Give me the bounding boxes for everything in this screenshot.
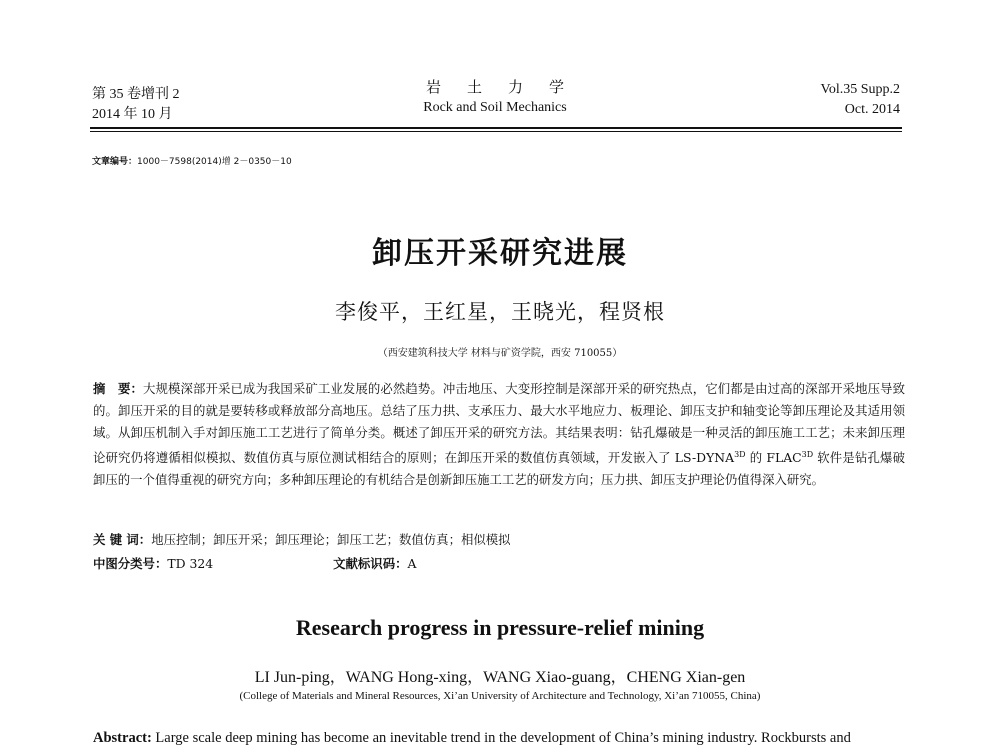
clc-value: TD 324 xyxy=(167,556,214,571)
header-rule-thin xyxy=(90,131,902,132)
article-number-value: 1000－7598(2014)增 2－0350－10 xyxy=(137,157,292,167)
abstract-cn-label: 摘 要： xyxy=(93,381,143,396)
header-volume-info xyxy=(92,85,180,125)
header-date-en: Oct. 2014 xyxy=(844,102,900,117)
classification-row xyxy=(93,554,416,574)
header-journal xyxy=(395,78,595,118)
doc-code-label: 文献标识码： xyxy=(333,556,408,571)
authors-cn: 李俊平，王红星，王晓光，程贤根 xyxy=(335,300,665,324)
abstract-en xyxy=(93,730,905,747)
header-rule-thick xyxy=(90,127,902,129)
article-number xyxy=(92,154,292,167)
abstract-cn-text-1: 大规模深部开采已成为我国采矿工业发展的必然趋势。冲击地压、大变形控制是深部开采的研究热点，它们都是由过高的深部开采地压导致的。卸压开采的目的就是要转移或释放部分高地压。总结了压力拱、支承压力、最大水平地应力、板理论、卸压支护和轴变论等卸压理论及其适用领域。从卸压机制入手对卸压施工工艺进行了简单分类。概述了卸压开采的研究方法。其结果表明：钻孔爆破是一种灵活的卸压施工工艺；未来卸压理论研究仍将遵循相似模拟、数值仿真与原位测试相结合的原则；在卸压开采的数值仿真领域，开发嵌入了 LS-DYNA xyxy=(93,381,906,466)
abstract-cn xyxy=(93,378,905,491)
header-volume: 第 35 卷增刊 2 xyxy=(92,87,180,102)
authors-en: LI Jun-ping，WANG Hong-xing，WANG Xiao-guang，CHENG Xian-gen xyxy=(254,669,746,686)
header-date: 2014 年 10 月 xyxy=(92,107,173,122)
journal-name-en: Rock and Soil Mechanics xyxy=(423,100,567,115)
affiliation-en: (College of Materials and Mineral Resources, Xi’an University of Architecture and Technology, Xi’an 710055, China) xyxy=(239,690,761,702)
clc-label: 中图分类号： xyxy=(93,556,168,571)
keywords-cn xyxy=(93,530,905,550)
article-number-label: 文章编号： xyxy=(92,157,138,167)
title-en: Research progress in pressure-relief mining xyxy=(295,615,705,640)
abstract-cn-text-2: 的 FLAC xyxy=(745,450,802,466)
abstract-en-label: Abstract: xyxy=(93,730,152,746)
abstract-cn-sup-2: 3D xyxy=(801,450,814,459)
header-volume-info-en xyxy=(821,80,900,120)
header-volume-en: Vol.35 Supp.2 xyxy=(820,82,900,97)
abstract-cn-sup-1: 3D xyxy=(734,450,746,459)
affiliation-cn: （西安建筑科技大学 材料与矿资学院，西安 710055） xyxy=(377,348,623,359)
keywords-cn-text: 地压控制；卸压开采；卸压理论；卸压工艺；数值仿真；相似模拟 xyxy=(151,532,511,547)
abstract-en-text: Large scale deep mining has become an inevitable trend in the development of China’s mining industry. Rockbursts and xyxy=(151,730,851,746)
doc-code-value: A xyxy=(407,556,417,571)
journal-name-cn: 岩土力学 xyxy=(425,80,590,96)
abstract-cn-text-3: 软件是钻孔爆破卸压的一个值得重视的研究方向；多种卸压理论的有机结合是创新卸压施工工艺的研发方向；压力拱、卸压支护理论仍值得深入研究。 xyxy=(93,450,905,488)
keywords-cn-label: 关 键 词： xyxy=(93,532,152,547)
title-cn: 卸压开采研究进展 xyxy=(372,236,628,271)
